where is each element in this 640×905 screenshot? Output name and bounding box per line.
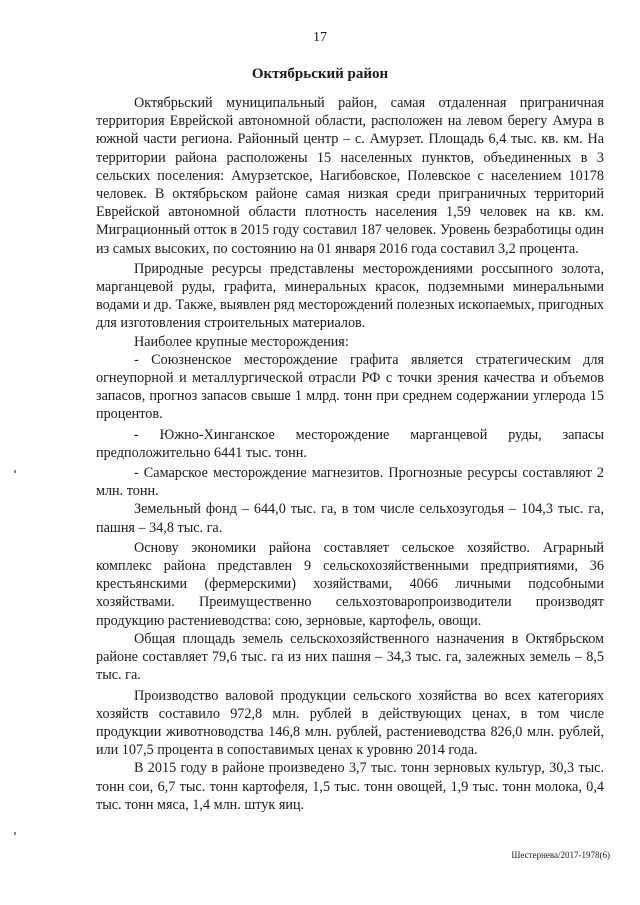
paragraph-natural-resources: Природные ресурсы представлены месторождениями россыпного золота, марганцевой руды, графита, минеральных красок, подземными минеральными водами и др. Также, выявлен ряд месторождений полезных ископаемых, пригодных для изготовления строительных материалов.	[96, 260, 604, 332]
paragraph-deposits-heading: Наиболее крупные месторождения:	[134, 333, 349, 350]
scan-speck	[14, 470, 16, 473]
page-number: 17	[313, 30, 327, 45]
scan-speck	[14, 832, 16, 835]
paragraph-production-2015: В 2015 году в районе произведено 3,7 тыс. тонн зерновых культур, 30,3 тыс. тонн сои, 6,7 тыс. тонн картофеля, 1,5 тыс. тонн овощей, 1,9 тыс. тонн молока, 0,4 тыс. тонн мяса, 1,4 млн. штук яиц.	[96, 760, 604, 813]
list-item-yuzhno-khinganskoe: - Южно-Хинганское месторождение марганцевой руды, запасы предположительно 6441 тыс. тонн.	[96, 426, 604, 461]
document-body	[96, 94, 604, 814]
paragraph-gross-output: Производство валовой продукции сельского хозяйства во всех категориях хозяйств составило 972,8 млн. рублей в действующих ценах, в том числе продукции животноводства 146,8 млн. рублей, растениеводства 826,0 млн. рублей, или 107,5 процента в сопоставимых ценах к уровню 2014 года.	[96, 687, 604, 759]
paragraph-economy: Основу экономики района составляет сельское хозяйство. Аграрный комплекс района представлен 9 сельскохозяйственными предприятиями, 36 крестьянскими (фермерскими) хозяйствами, 4066 личными подсобными хозяйствами. Преимущественно сельхозтоваропроизводители производят продукцию растениеводства: сою, зерновые, картофель, овощи.	[96, 539, 604, 629]
page-title: Октябрьский район	[251, 66, 389, 82]
paragraph-land-fund: Земельный фонд – 644,0 тыс. га, в том числе сельхозугодья – 104,3 тыс. га, пашня – 34,8 тыс. га.	[96, 501, 604, 536]
paragraph-intro: Октябрьский муниципальный район, самая отдаленная приграничная территория Еврейской автономной области, расположен на левом берегу Амура в южной части региона. Районный центр – с. Амурзет. Площадь 6,4 тыс. кв. км. На территории района расположены 15 населенных пунктов, объединенных в 3 сельских поселения: Амурзетское, Нагибовское, Полевское с населением 10178 человек. В октябрьском районе самая низкая среди приграничных территорий Еврейской автономной области плотность населения 1,59 человек на кв. км. Миграционный отток в 2015 году составил 187 человек. Уровень безработицы один из самых высоких, по состоянию на 01 января 2016 года составил 3,2 процента.	[96, 95, 604, 257]
list-item-soyuznenskoe: - Союзненское месторождение графита является стратегическим для огнеупорной и металлургической отрасли РФ с точки зрения качества и объемов запасов, прогноз запасов свыше 1 млрд. тонн при среднем содержании углерода 15 процентов.	[96, 351, 604, 423]
paragraph-agricultural-land: Общая площадь земель сельскохозяйственного назначения в Октябрьском районе составляет 79,6 тыс. га из них пашня – 34,3 тыс. га, залежных земель – 8,5 тыс. га.	[96, 630, 604, 684]
document-footer: Шестернева/2017-1978(6)	[511, 850, 610, 860]
list-item-samarskoe: - Самарское месторождение магнезитов. Прогнозные ресурсы составляют 2 млн. тонн.	[96, 465, 604, 500]
